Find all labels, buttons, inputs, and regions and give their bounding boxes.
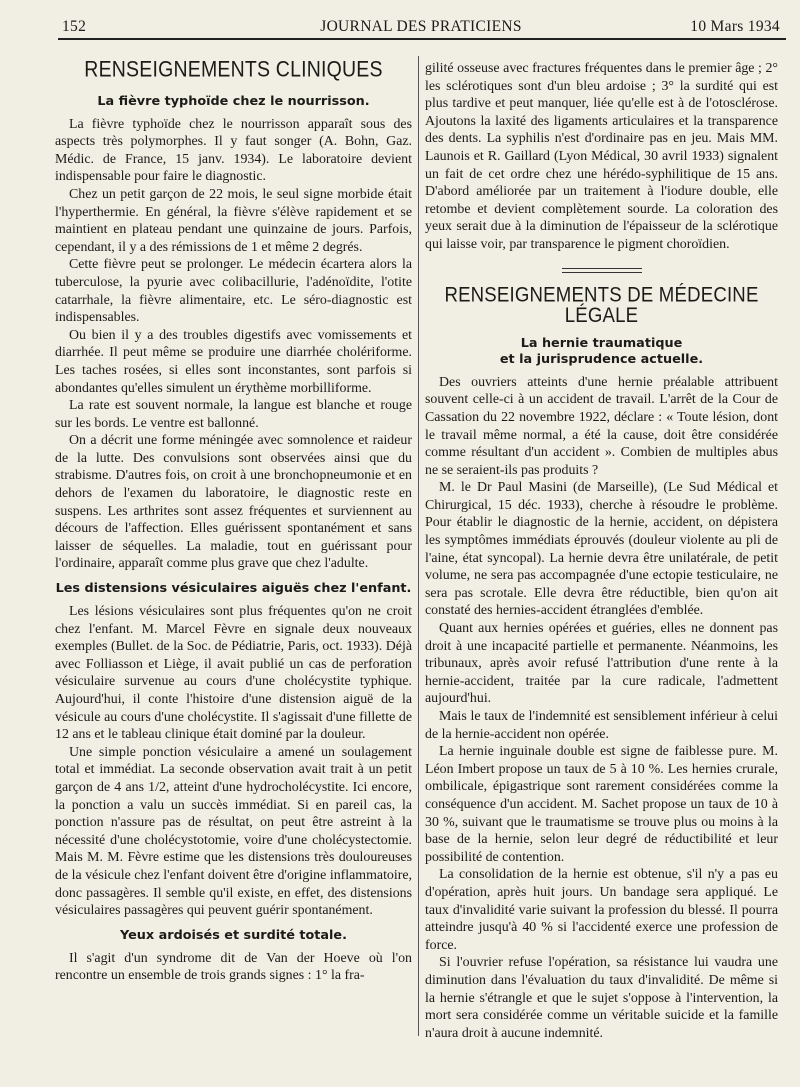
article-title-yeux: Yeux ardoisés et surdité totale.: [120, 927, 347, 943]
header-rule: [58, 38, 786, 40]
running-head: [62, 18, 780, 38]
issue-date: 10 Mars 1934: [690, 18, 780, 35]
section-title-clinique: RENSEIGNEMENTS CLINIQUES: [84, 57, 383, 83]
paragraph: La consolidation de la hernie est obtenue, s'il n'y a pas eu d'opération, après huit jours. Un bandage sera appliqué. Le taux d'invalidité varie suivant la profession du blessé. Il pourra atteindre jusqu'à 40 % si l'accidenté exerce une profession de force.: [425, 867, 778, 953]
article-title-hernie-line1: La hernie traumatique: [520, 335, 683, 351]
left-column: [55, 58, 412, 1017]
paragraph: Une simple ponction vésiculaire a amené un soulagement total et immédiat. La seconde observation avait trait à un petit garçon de 4 ans 1/2, atteint d'une hydrocholécystite. Ici encore, la ponction a valu un succès immédiat. Si en pareil cas, la ponction n'assure pas de résultat, on peut être astreint à la nécessité d'une cholécystotomie, voire d'une cholécystectomie. Mais M. M. Fèvre estime que les distensions très douloureuses de la vésicule chez l'enfant doivent être d'origine inflammatoire, donc passagères. Il semble qu'il existe, en effet, des distensions vésiculaires passagères qui peuvent guérir spontanément.: [55, 744, 412, 919]
article-title-hernie-line2: et la jurisprudence actuelle.: [499, 351, 704, 367]
continuation-paragraph: gilité osseuse avec fractures fréquentes dans le premier âge ; 2° les sclérotiques sont d'un bleu ardoise ; 3° la surdité qui est plus tardive et peut manquer, liée qu'elle est à de l'otosclérose. Ajoutons la laxité des ligaments articulaires et la transparence des dents. La syphilis n'est d'ordinaire pas en jeu. Mais MM. Launois et R. Gaillard (Lyon Médical, 30 avril 1933) signalent un fait de cet ordre chez une hérédo-syphilitique de 15 ans. D'abord améliorée par un traitement à l'iodure double, elle retombe et devient complètement sourde. La coloration des yeux serait due à la diminution de l'épaisseur de la sclérotique qui laisse voir, par transparence le pigment choroïdien.: [425, 61, 778, 252]
paragraph: Ou bien il y a des troubles digestifs avec vomissements et diarrhée. Il peut même se produire une diarrhée cholériforme. Les taches rosées, si elles sont inconstantes, sont parfois si abondantes qu'elles simulent un érythème morbilliforme.: [55, 327, 412, 396]
paragraph: Quant aux hernies opérées et guéries, elles ne donnent pas droit à une incapacité partielle et permanente. Néanmoins, les tribunaux, après avoir refusé l'attribution d'une rente à la hernie-accident, traitée par la cure radicale, l'admettent aujourd'hui.: [425, 621, 778, 707]
paragraph: Cette fièvre peut se prolonger. Le médecin écartera alors la tuberculose, la pyurie avec colibacillurie, l'adénoïdite, l'otite catarrhale, la fièvre alimentaire, etc. Le séro-diagnostic est indispensables.: [55, 257, 412, 326]
paragraph: M. le Dr Paul Masini (de Marseille), (Le Sud Médical et Chirurgical, 15 déc. 1933), cherche à résoudre le problème. Pour établir le diagnostic de la hernie, accident, on dépistera les symptômes immédiats éprouvés (douleur violente au pli de l'aine, état syncopal). La hernie devra être unilatérale, de petit volume, ne sera pas accompagnée d'une ectopie testiculaire, ne sera pas scrotale. Elle devra être réductible, bien qu'on ait constaté des hernies-accident étranglées d'emblée.: [425, 480, 778, 619]
paragraph: La rate est souvent normale, la langue est blanche et rouge sur les bords. Le ventre est ballonné.: [55, 398, 412, 431]
paragraph: Mais le taux de l'indemnité est sensiblement inférieur à celui de la hernie-accident non opérée.: [425, 709, 778, 742]
paragraph: Les lésions vésiculaires sont plus fréquentes qu'on ne croit chez l'enfant. M. Marcel Fèvre en signale deux nouveaux exemples (Bullet. de la Soc. de Pédiatrie, Paris, oct. 1933). Déjà avec Folliasson et Liège, il avait publié un cas de perforation vésiculaire survenue au cours d'une cholécystite typhique. Aujourd'hui, il conte l'histoire d'une distension aiguë de la vésicule au cours d'une cholécystite. Il s'agissait d'une fillette de 12 ans et le tableau clinique était dominé par la douleur.: [55, 604, 412, 743]
article-title-distensions: Les distensions vésiculaires aiguës chez l'enfant.: [55, 581, 412, 597]
paragraph: Il s'agit d'un syndrome dit de Van der Hoeve où l'on rencontre un ensemble de trois grands signes : 1° la fra-: [55, 950, 412, 984]
page-number: 152: [62, 18, 87, 35]
section-separator: [562, 268, 642, 273]
paragraph: Si l'ouvrier refuse l'opération, sa résistance lui vaudra une diminution dans l'évaluation du taux d'invalidité. De même si la hernie s'étrangle et que le sujet s'oppose à l'intervention, la mort sera considérée comme un véritable suicide et la famille n'aura droit à aucune indemnité.: [425, 955, 778, 1041]
journal-title: JOURNAL DES PRATICIENS: [320, 18, 522, 35]
right-column: [425, 60, 778, 1041]
column-divider: [418, 56, 419, 1036]
paragraph: Des ouvriers atteints d'une hernie préalable attribuent souvent celle-ci à un accident de travail. L'arrêt de la Cour de Cassation du 22 novembre 1922, déclare : « Toute lésion, dont le travail même normal, a été la cause, doit être considérée comme résultant d'un accident ». Combien de multiples abus ne se seraient-ils pas produits ?: [425, 374, 778, 478]
article-title-typhoide: La fièvre typhoïde chez le nourrisson.: [97, 93, 370, 109]
paragraph: Chez un petit garçon de 22 mois, le seul signe morbide était l'hyperthermie. En général, la fièvre s'élève rapidement et se maintient en plateau pendant une quinzaine de jours. Parfois, cependant, il y a des rémissions de 1 et même 2 degrés.: [55, 186, 412, 255]
paragraph: La hernie inguinale double est signe de faiblesse pure. M. Léon Imbert propose un taux de 5 à 10 %. Les hernies crurale, ombilicale, épigastrique sont rarement considérées comme la conséquence d'un accident. M. Sachet propose un taux de 10 à 30 %, suivant que le traumatisme se trouve plus ou moins à la base de la hernie, selon leur degré de réductibilité et leur possibilité de contention.: [425, 744, 778, 865]
paragraph: On a décrit une forme méningée avec somnolence et raideur de la lutte. Des convulsions sont observées ainsi que du strabisme. D'autres fois, on croit à une bronchopneumonie et en dehors de l'examen du laboratoire, le diagnostic reste en suspens. Les arthrites sont assez fréquentes et surviennent au décours de l'affection. Elles guérissent spontanément et sans laisser de séquelles. La maladie, tout en guérissant pour l'ordinaire, apparaît comme plus grave que chez l'adulte.: [55, 433, 412, 572]
paragraph: La fièvre typhoïde chez le nourrisson apparaît sous des aspects très polymorphes. Il y faut songer (A. Bohn, Gaz. Médic. de France, 15 janv. 1934). Le laboratoire devient indispensable pour faire le diagnostic.: [55, 116, 412, 185]
section-title-medecine-legale: RENSEIGNEMENTS DE MÉDECINE LÉGALE: [444, 282, 759, 326]
